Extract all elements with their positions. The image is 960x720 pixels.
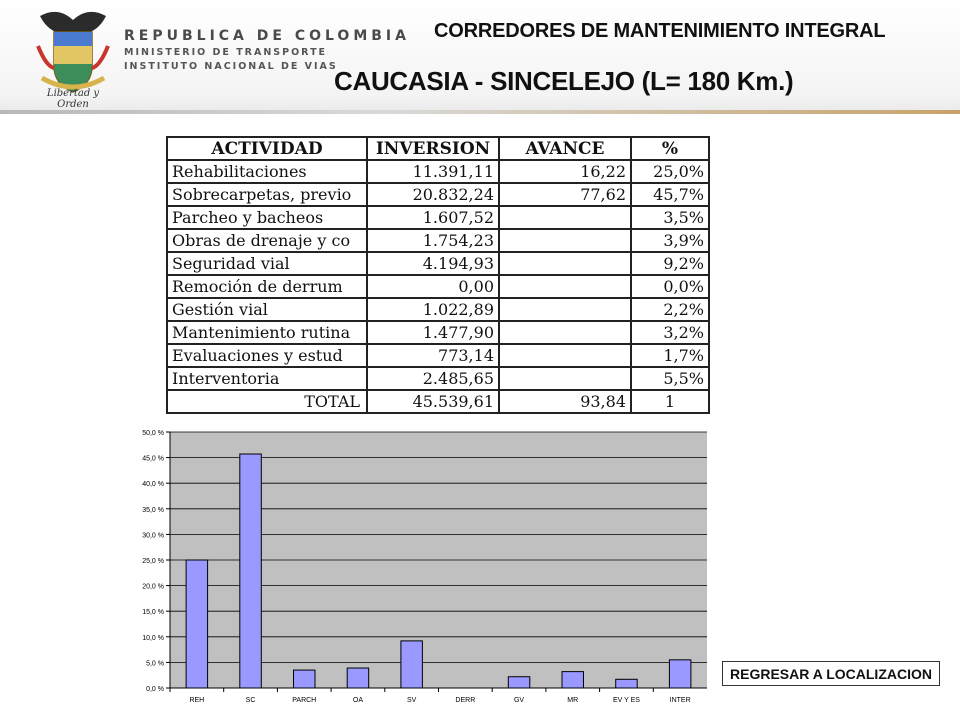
y-tick-label: 35,0 % [142,506,164,514]
bar [669,660,690,688]
cell-avance [499,344,631,367]
cell-inversion: 1.022,89 [367,298,499,321]
bar [616,679,637,688]
investment-table [166,136,710,414]
column-header-avance: AVANCE [499,137,631,160]
bar [508,677,529,688]
total-avance: 93,84 [499,390,631,413]
x-tick-label: INTER [669,697,691,704]
y-tick-label: 40,0 % [142,481,164,489]
cell-actividad: Mantenimiento rutina [167,321,367,344]
column-header-inversion: INVERSION [367,137,499,160]
cell-inversion: 2.485,65 [367,367,499,390]
x-tick-label: PARCH [292,697,317,704]
x-tick-label: MR [567,697,579,704]
y-tick-label: 15,0 % [142,609,164,617]
cell-inversion: 20.832,24 [367,183,499,206]
cell-actividad: Remoción de derrum [167,275,367,298]
cell-inversion: 0,00 [367,275,499,298]
column-header-percent: % [631,137,709,160]
y-tick-label: 10,0 % [142,634,164,642]
table-header-row [167,137,709,160]
bar [294,670,315,688]
cell-actividad: Obras de drenaje y co [167,229,367,252]
x-tick-label: DERR [455,697,476,704]
x-tick-label: REH [189,697,205,704]
column-header-actividad: ACTIVIDAD [167,137,367,160]
cell-percent: 0,0% [631,275,709,298]
page-subtitle: CAUCASIA - SINCELEJO (L= 180 Km.) [334,66,794,96]
cell-inversion: 11.391,11 [367,160,499,183]
cell-avance [499,298,631,321]
seal-motto: Libertad y Orden [46,88,100,110]
back-to-location-button[interactable]: REGRESAR A LOCALIZACION [722,661,940,686]
table-row [167,275,709,298]
cell-percent: 3,5% [631,206,709,229]
cell-actividad: Sobrecarpetas, previo [167,183,367,206]
y-tick-label: 50,0 % [142,430,164,437]
cell-avance [499,229,631,252]
org-country: REPUBLICA DE COLOMBIA [124,28,410,44]
cell-avance [499,206,631,229]
x-tick-label: SC [245,697,256,704]
table-row [167,183,709,206]
cell-avance [499,367,631,390]
cell-actividad: Gestión vial [167,298,367,321]
cell-avance [499,252,631,275]
bar [186,560,207,688]
cell-actividad: Rehabilitaciones [167,160,367,183]
cell-actividad: Evaluaciones y estud [167,344,367,367]
cell-percent: 9,2% [631,252,709,275]
header-divider [0,110,960,114]
table-row [167,229,709,252]
y-tick-label: 0,0 % [146,686,164,693]
x-tick-label: OA [352,697,364,704]
cell-avance [499,321,631,344]
cell-inversion: 1.477,90 [367,321,499,344]
y-tick-label: 30,0 % [142,532,164,540]
table-total-row [167,390,709,413]
y-tick-label: 45,0 % [142,455,164,463]
bar [562,672,583,688]
cell-percent: 5,5% [631,367,709,390]
table-row [167,367,709,390]
table-row [167,344,709,367]
x-tick-label: EV Y ES [612,697,640,704]
cell-actividad: Interventoria [167,367,367,390]
cell-inversion: 773,14 [367,344,499,367]
table-row [167,252,709,275]
org-ministry: MINISTERIO DE TRANSPORTE [124,47,328,58]
x-tick-label: GV [513,697,525,704]
cell-percent: 3,9% [631,229,709,252]
bar [401,641,422,688]
table-body [167,160,709,413]
cell-avance [499,275,631,298]
y-tick-label: 20,0 % [142,583,164,591]
cell-avance: 16,22 [499,160,631,183]
cell-actividad: Seguridad vial [167,252,367,275]
cell-percent: 1,7% [631,344,709,367]
cell-percent: 25,0% [631,160,709,183]
cell-inversion: 1.607,52 [367,206,499,229]
cell-inversion: 1.754,23 [367,229,499,252]
cell-avance: 77,62 [499,183,631,206]
page-title: CORREDORES DE MANTENIMIENTO INTEGRAL [434,20,886,42]
header [0,0,960,112]
bar [347,668,368,688]
percent-bar-chart [120,426,720,716]
y-tick-label: 5,0 % [146,660,164,668]
total-percent: 1 [631,390,709,413]
cell-inversion: 4.194,93 [367,252,499,275]
table-row [167,206,709,229]
org-institute: INSTITUTO NACIONAL DE VIAS [124,61,338,72]
cell-percent: 2,2% [631,298,709,321]
cell-percent: 45,7% [631,183,709,206]
cell-actividad: Parcheo y bacheos [167,206,367,229]
x-tick-label: SV [406,697,417,704]
table-row [167,298,709,321]
table-row [167,160,709,183]
cell-percent: 3,2% [631,321,709,344]
bar [240,454,261,688]
table-row [167,321,709,344]
y-tick-label: 25,0 % [142,558,164,565]
total-inversion: 45.539,61 [367,390,499,413]
total-label: TOTAL [167,390,367,413]
